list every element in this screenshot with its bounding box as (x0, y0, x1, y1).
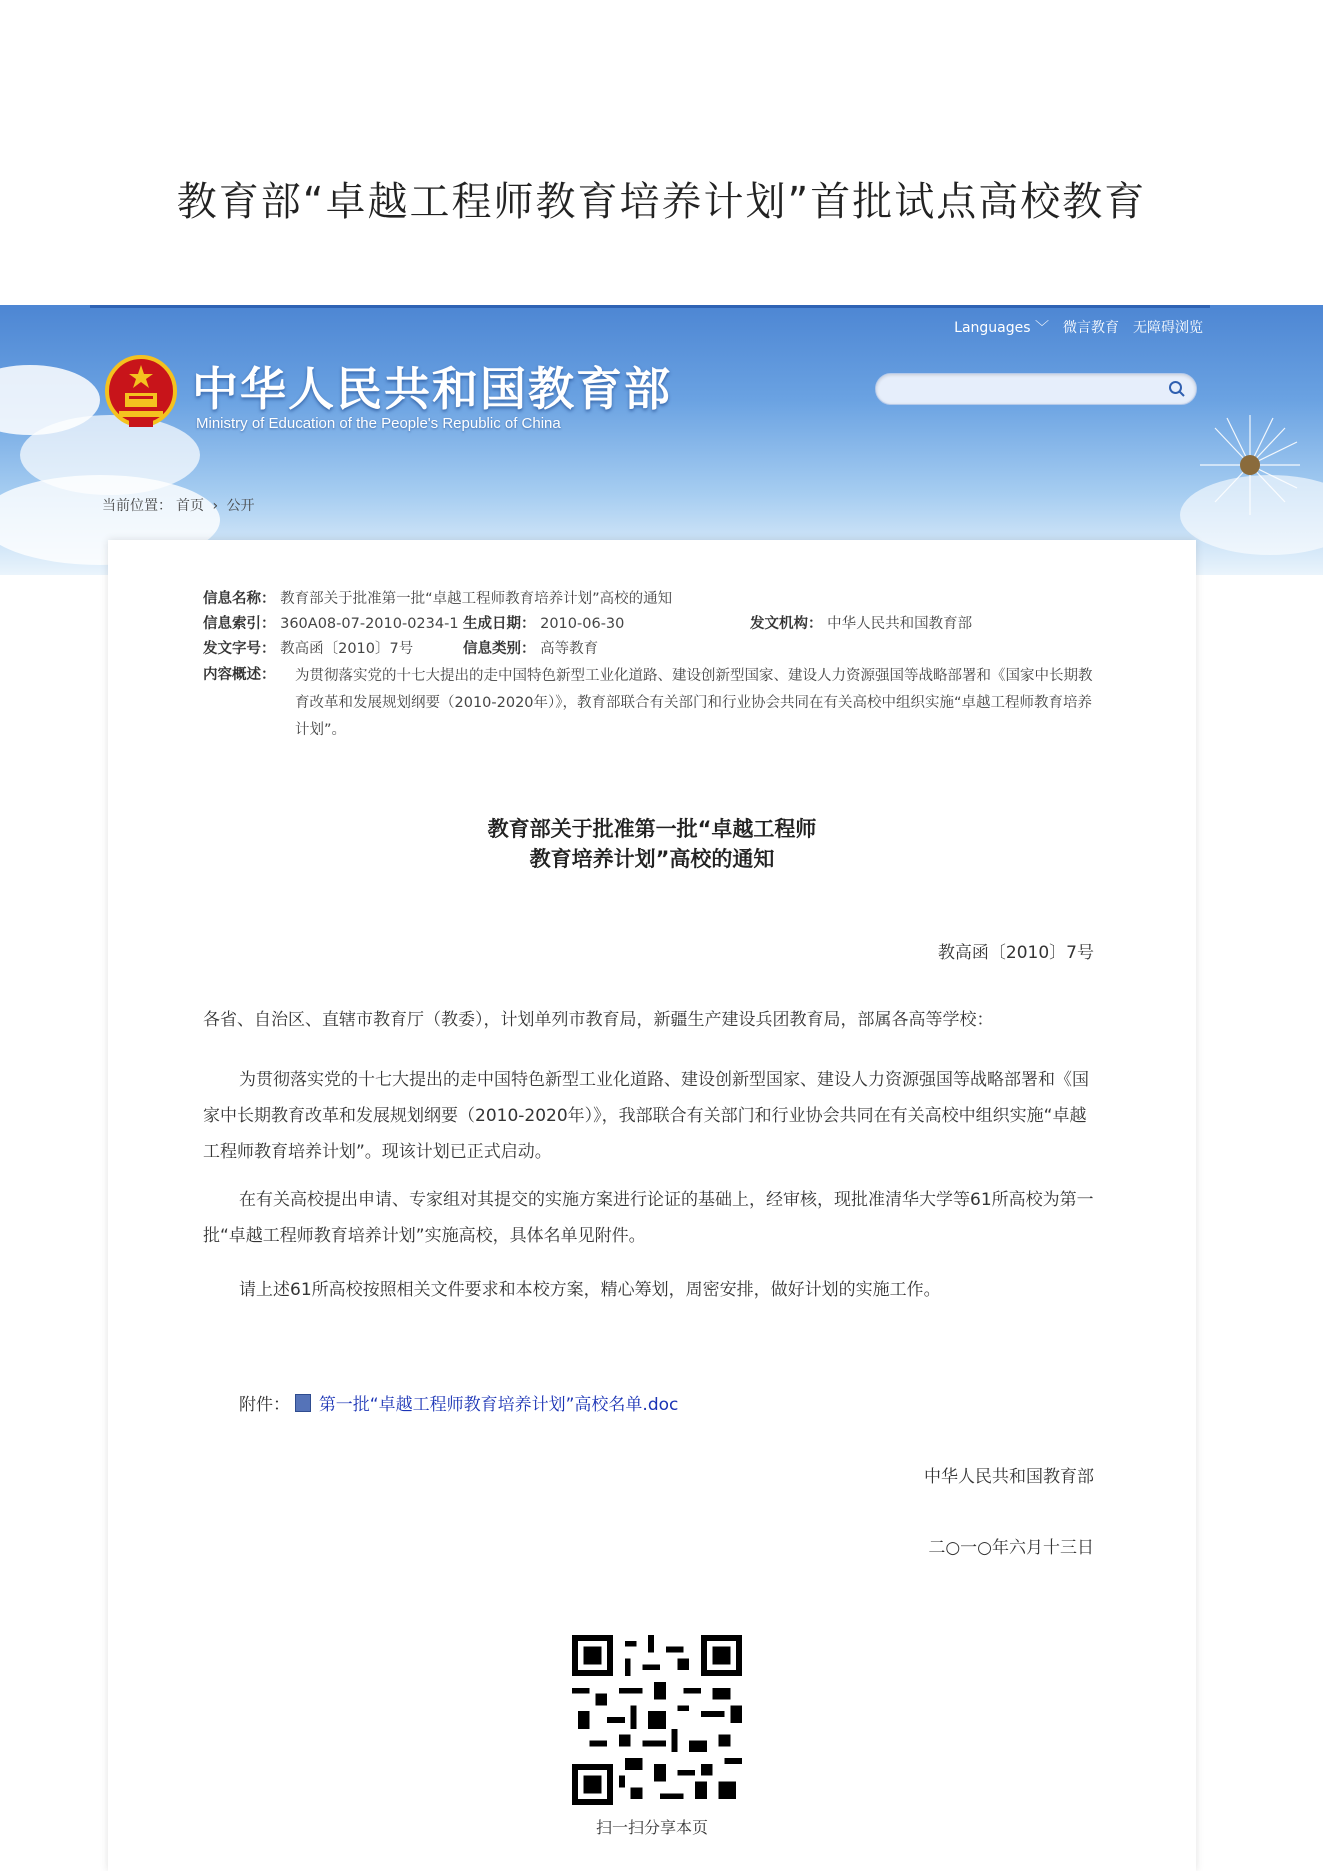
notice-title-line1: 教育部关于批准第一批“卓越工程师 (487, 817, 817, 841)
notice-title-line2: 教育培养计划”高校的通知 (529, 847, 775, 871)
document-title: 教育部“卓越工程师教育培养计划”首批试点高校教育 (176, 179, 1147, 225)
meta-index-row (203, 612, 459, 633)
meta-docno-row (203, 637, 413, 658)
meta-category-value: 高等教育 (540, 641, 599, 657)
notice-paragraph-3: 请上述61所高校按照相关文件要求和本校方案，精心筹划，周密安排，做好计划的实施工作。 (239, 1280, 941, 1300)
meta-date-value: 2010-06-30 (540, 616, 625, 632)
accessibility-link[interactable]: 无障碍浏览 (1133, 320, 1203, 336)
national-emblem-icon[interactable] (105, 355, 177, 431)
attachment-link[interactable]: 第一批“卓越工程师教育培养计划”高校名单.doc (318, 1395, 679, 1415)
languages-link[interactable]: Languages ﹀ (954, 320, 1049, 336)
meta-name-value: 教育部关于批准第一批“卓越工程师教育培养计划”高校的通知 (280, 591, 673, 607)
breadcrumb-current[interactable]: 公开 (226, 498, 255, 514)
meta-org-row (750, 612, 972, 633)
meta-summary-value: 为贯彻落实党的十七大提出的走中国特色新型工业化道路、建设创新型国家、建设人力资源强国等战略部署和《国家中长期教育改革和发展规划纲要（2010-2020年）》，教育部联合有关部门和行业协会共同在有关高校中组织实施“卓越工程师教育培养计划”。 (295, 668, 1093, 738)
meta-docno-label: 发文字号： (203, 641, 276, 657)
meta-category-label: 信息类别： (463, 641, 536, 657)
breadcrumb-separator: › (212, 498, 219, 514)
breadcrumb-home[interactable]: 首页 (176, 498, 204, 514)
meta-name-label: 信息名称： (203, 591, 276, 607)
meta-org-label: 发文机构： (750, 616, 823, 632)
breadcrumb-label: 当前位置： (102, 498, 172, 514)
banner-top-border (90, 305, 1210, 308)
meta-date-label: 生成日期： (463, 616, 536, 632)
notice-addressee: 各省、自治区、直辖市教育厅（教委），计划单列市教育局，新疆生产建设兵团教育局，部属各高等学校： (203, 1010, 994, 1030)
meta-date-row (463, 612, 624, 633)
notice-doc-number: 教高函〔2010〕7号 (937, 943, 1094, 963)
search-input[interactable] (888, 374, 1162, 404)
meta-index-value: 360A08-07-2010-0234-1 (280, 616, 459, 632)
search-box (875, 373, 1197, 405)
qr-code-icon[interactable] (572, 1635, 742, 1805)
site-title[interactable]: 中华人民共和国教育部 (192, 362, 672, 416)
meta-org-value: 中华人民共和国教育部 (827, 616, 973, 632)
signature-date: 二○一○年六月十三日 (928, 1538, 1094, 1558)
top-links (954, 317, 1203, 337)
notice-title (108, 814, 1196, 874)
word-document-icon (295, 1394, 311, 1412)
meta-category-row (463, 637, 598, 658)
weiyan-link[interactable]: 微言教育 (1063, 320, 1119, 336)
notice-paragraph-1: 为贯彻落实党的十七大提出的走中国特色新型工业化道路、建设创新型国家、建设人力资源强国等战略部署和《国家中长期教育改革和发展规划纲要（2010-2020年）》，我部联合有关部门和行业协会共同在有关高校中组织实施“卓越工程师教育培养计划”。现该计划已正式启动。 (203, 1070, 1089, 1162)
attachment (239, 1390, 678, 1415)
meta-docno-value: 教高函〔2010〕7号 (280, 641, 414, 657)
breadcrumb (102, 495, 259, 515)
notice-paragraph-2: 在有关高校提出申请、专家组对其提交的实施方案进行论证的基础上，经审核，现批准清华大学等61所高校为第一批“卓越工程师教育培养计划”实施高校，具体名单见附件。 (203, 1190, 1094, 1246)
dandelion-icon (1195, 410, 1305, 520)
attachment-label: 附件： (239, 1395, 290, 1415)
signature-organization: 中华人民共和国教育部 (924, 1467, 1094, 1487)
meta-summary-label: 内容概述： (203, 667, 276, 683)
site-subtitle: Ministry of Education of the People's Republic of China (196, 415, 561, 432)
site-banner (0, 305, 1323, 575)
content-card (108, 540, 1196, 1871)
meta-index-label: 信息索引： (203, 616, 276, 632)
meta-summary-label-row (203, 663, 276, 684)
search-icon[interactable] (1168, 380, 1186, 398)
qr-share-label: 扫一扫分享本页 (595, 1818, 708, 1837)
meta-name-row (203, 587, 672, 608)
